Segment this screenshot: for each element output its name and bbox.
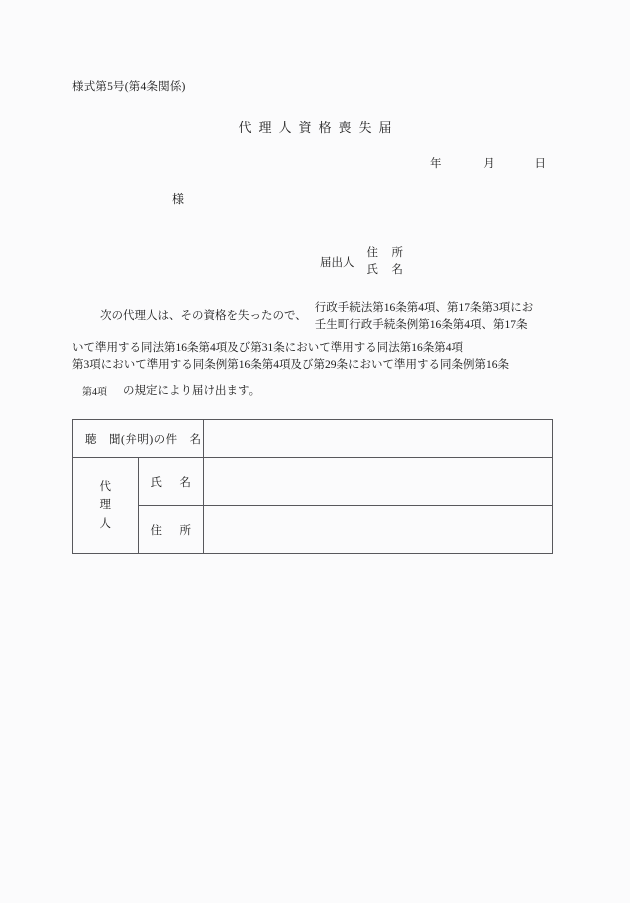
page-title: 代理人資格喪失届: [238, 120, 399, 135]
citation-continuation: [72, 340, 562, 373]
agent-name-label: [139, 474, 204, 490]
date-year-label: 年: [430, 158, 442, 170]
submitter-block: [320, 245, 404, 278]
body-tail-text: の規定により届け出ます。: [123, 385, 261, 398]
subject-label-right: 件 名: [165, 433, 202, 446]
citation-tail-reference: 第4項: [82, 386, 107, 398]
table-row: [73, 458, 553, 506]
addressee-suffix: 様: [172, 192, 185, 206]
body-paragraph: [72, 300, 562, 398]
agent-group-label-cell: [73, 458, 139, 554]
legal-citation-alternatives: [315, 300, 534, 333]
agent-address-label: [139, 522, 204, 538]
agent-address-label-right: 所: [179, 524, 191, 537]
agent-vertical-label: [73, 458, 138, 553]
form-number: 様式第5号(第4条関係): [72, 81, 186, 93]
subject-label: [73, 431, 203, 447]
agent-address-label-cell: [138, 506, 204, 554]
date-line: [430, 155, 546, 171]
citation-ordinance-continuation: 第3項において準用する同条例第16条第4項及び第29条において準用する同条例第16条: [72, 358, 509, 371]
body-lead-text: 次の代理人は、その資格を失ったので、: [100, 310, 307, 323]
subject-value-field[interactable]: [204, 420, 553, 458]
citation-law-line: 行政手続法第16条第4項、第17条第3項にお: [314, 302, 534, 315]
table-row: [73, 506, 553, 554]
citation-ordinance-line: 壬生町行政手続条例第16条第4項、第17条: [314, 319, 528, 331]
submitter-label: 届出人: [320, 256, 355, 269]
date-month-label: 月: [483, 158, 495, 170]
submitter-name-label: 氏 名: [366, 263, 404, 276]
agent-name-label-left: 氏: [150, 476, 162, 489]
subject-label-left: 聴 聞(弁明)の: [85, 433, 166, 446]
body-lead-row: [72, 300, 562, 334]
agent-name-value-field[interactable]: [204, 458, 553, 506]
body-tail-row: [72, 386, 562, 398]
agent-name-label-cell: [138, 458, 204, 506]
date-day-label: 日: [534, 158, 546, 170]
agent-label-char-1: 代: [99, 480, 111, 493]
citation-law-continuation: いて準用する同法第16条第4項及び第31条において準用する同法第16条第4項: [72, 342, 463, 354]
submitter-address-label: 住 所: [366, 247, 404, 259]
agent-label-char-3: 人: [99, 517, 111, 530]
submitter-fields: [367, 245, 405, 278]
subject-label-cell: [73, 420, 204, 458]
agent-label-char-2: 理: [99, 499, 111, 512]
declaration-table: [72, 419, 553, 554]
agent-address-value-field[interactable]: [204, 506, 553, 554]
agent-name-label-right: 名: [179, 476, 191, 489]
table-row: [73, 420, 553, 458]
agent-address-label-left: 住: [150, 524, 162, 537]
